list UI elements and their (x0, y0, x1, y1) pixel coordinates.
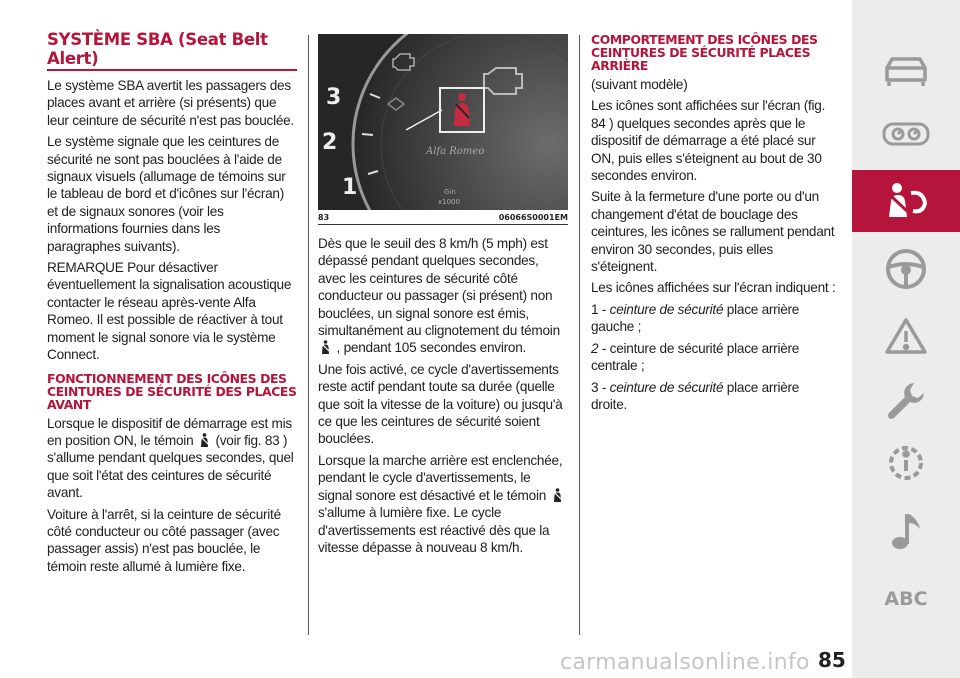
list-item (591, 340, 836, 375)
paragraph: Voiture à l'arrêt, si la ceinture de sécurité côté conducteur ou côté passager (avec passager assis) n'est pas bouclée, le témoin reste allumé à lumière fixe. (47, 506, 281, 574)
paragraph (318, 235, 568, 357)
list-item (591, 379, 836, 414)
instrument-cluster-figure (318, 34, 568, 210)
cluster-number-2: 2 (322, 130, 338, 155)
wrench-icon (884, 379, 928, 423)
figure-code: 06066S0001EM (498, 213, 568, 222)
cluster-number-1: 1 (342, 175, 358, 200)
list-number: 3 - (591, 379, 610, 395)
sidebar-item-driving[interactable] (852, 238, 960, 300)
paragraph: Les icônes affichées sur l'écran indiquent : (591, 280, 836, 296)
gauges-icon (881, 119, 931, 149)
paragraph: Le système SBA avertit les passagers des places avant et arrière (si présents) que leur ceinture de sécurité n'est pas bouclée. (47, 78, 295, 128)
sidebar-item-car[interactable] (852, 40, 960, 102)
paragraph: Les icônes sont affichées sur l'écran (fig. 84 ) quelques secondes après que le dispositif de démarrage a été placé sur ON, puis elles s'éteignent au bout de 30 secondes environ. (591, 98, 826, 184)
section-title: SYSTÈME SBA (Seat Belt Alert) (47, 30, 297, 71)
subsection-title-front: FONCTIONNEMENT DES ICÔNES DES CEINTURES DE SÉCURITÉ DES PLACES AVANT (47, 370, 297, 412)
column-middle (318, 34, 568, 560)
sidebar-item-index[interactable] (852, 568, 960, 630)
sidebar-item-multimedia[interactable] (852, 500, 960, 562)
car-icon (881, 54, 931, 88)
subsection-title-rear: COMPORTEMENT DES ICÔNES DES CEINTURES DE SÉCURITÉ PLACES ARRIÈRE (591, 32, 818, 73)
chapter-sidebar (852, 0, 960, 678)
sidebar-item-warnings[interactable] (852, 305, 960, 367)
paragraph: Le système signale que les ceintures de sécurité ne sont pas bouclées à l'aide de signaux visuels (allumage de témoins sur le tableau de bord et d'icônes sur l'écran) et de signaux sonores (voir les informations fournies dans les paragraphes suivants). (47, 134, 286, 254)
rpm-label: x1000 (438, 198, 460, 206)
list-number: 2 (591, 340, 599, 356)
seatbelt-warning-icon (552, 488, 563, 502)
list-text: place arrière gauche ; (591, 301, 800, 335)
gear-info-icon (883, 440, 929, 486)
seatbelt-warning-icon (320, 340, 331, 354)
list-emphasis: ceinture de sécurité (609, 379, 724, 395)
remark-paragraph: REMARQUE Pour désactiver éventuellement la signalisation acoustique contacter le réseau après-vente Alfa Romeo. Il est possible de réactiver à tout moment le signal sonore via le système Connect. (47, 260, 292, 363)
column-left (47, 30, 297, 579)
paragraph (47, 415, 297, 502)
list-number: 1 - (591, 301, 610, 317)
music-note-icon (888, 509, 924, 553)
steering-wheel-icon (884, 247, 928, 291)
column-divider (579, 35, 580, 635)
sidebar-item-technical-data[interactable] (852, 432, 960, 494)
paragraph: Suite à la fermeture d'une porte ou d'un changement d'état de bouclage des ceintures, les icônes se rallument pendant environ 30 secondes, puis elles s'éteignent. (591, 189, 835, 275)
seatbelt-warning-icon (199, 433, 210, 447)
text: s'allume à lumière fixe. Le cycle d'avertissements est réactivé dès que la vitesse dépasse à nouveau 8 km/h. (318, 505, 550, 555)
list-emphasis: ceinture de sécurité (609, 301, 724, 317)
sidebar-item-dashboard[interactable] (852, 103, 960, 165)
gear-label: Gin (444, 188, 456, 196)
column-right (591, 33, 836, 417)
cluster-number-3: 3 (326, 85, 342, 110)
list-item (591, 301, 836, 336)
text: , pendant 105 secondes environ. (336, 340, 527, 356)
paragraph: Une fois activé, ce cycle d'avertissements reste actif pendant toute sa durée (quelle que soit la vitesse de la voiture) ou jusqu'à ce que les ceintures de sécurité soient bouclées. (318, 361, 563, 447)
text: Dès que le seuil des 8 km/h (5 mph) est dépassé pendant quelques secondes, avec les ceintures de sécurité côté conducteur ou passager (si présent) non bouclées, un signal sonore est émis, simultanément au clignotement du témoin (318, 236, 560, 339)
sidebar-item-safety[interactable] (852, 170, 960, 232)
text: (voir fig. 83 ) s'allume pendant quelques secondes, quel que soit l'état des ceintures de sécurité avant. (47, 432, 294, 501)
cluster-illustration (318, 34, 568, 210)
watermark: carmanualsonline.info (560, 650, 810, 675)
brand-logo: Alfa Romeo (426, 146, 485, 157)
list-text: place arrière droite. (591, 379, 800, 412)
column-divider (308, 35, 309, 635)
paragraph: (suivant modèle) (591, 77, 688, 92)
index-label: ABC (884, 588, 928, 610)
warning-triangle-icon (884, 316, 928, 356)
page-number: 85 (818, 648, 846, 672)
sidebar-item-maintenance[interactable] (852, 370, 960, 432)
paragraph (318, 452, 568, 556)
text: Lorsque le dispositif de démarrage est mis en position ON, le témoin (47, 415, 292, 448)
text: Lorsque la marche arrière est enclenchée, pendant le cycle d'avertissements, le signal sonore est désactivé et le témoin (318, 452, 563, 503)
figure-number: 83 (318, 213, 330, 222)
list-text: - ceinture de sécurité place arrière centrale ; (591, 340, 800, 374)
figure-caption (318, 210, 568, 225)
seatbelt-airbag-icon (881, 179, 931, 223)
